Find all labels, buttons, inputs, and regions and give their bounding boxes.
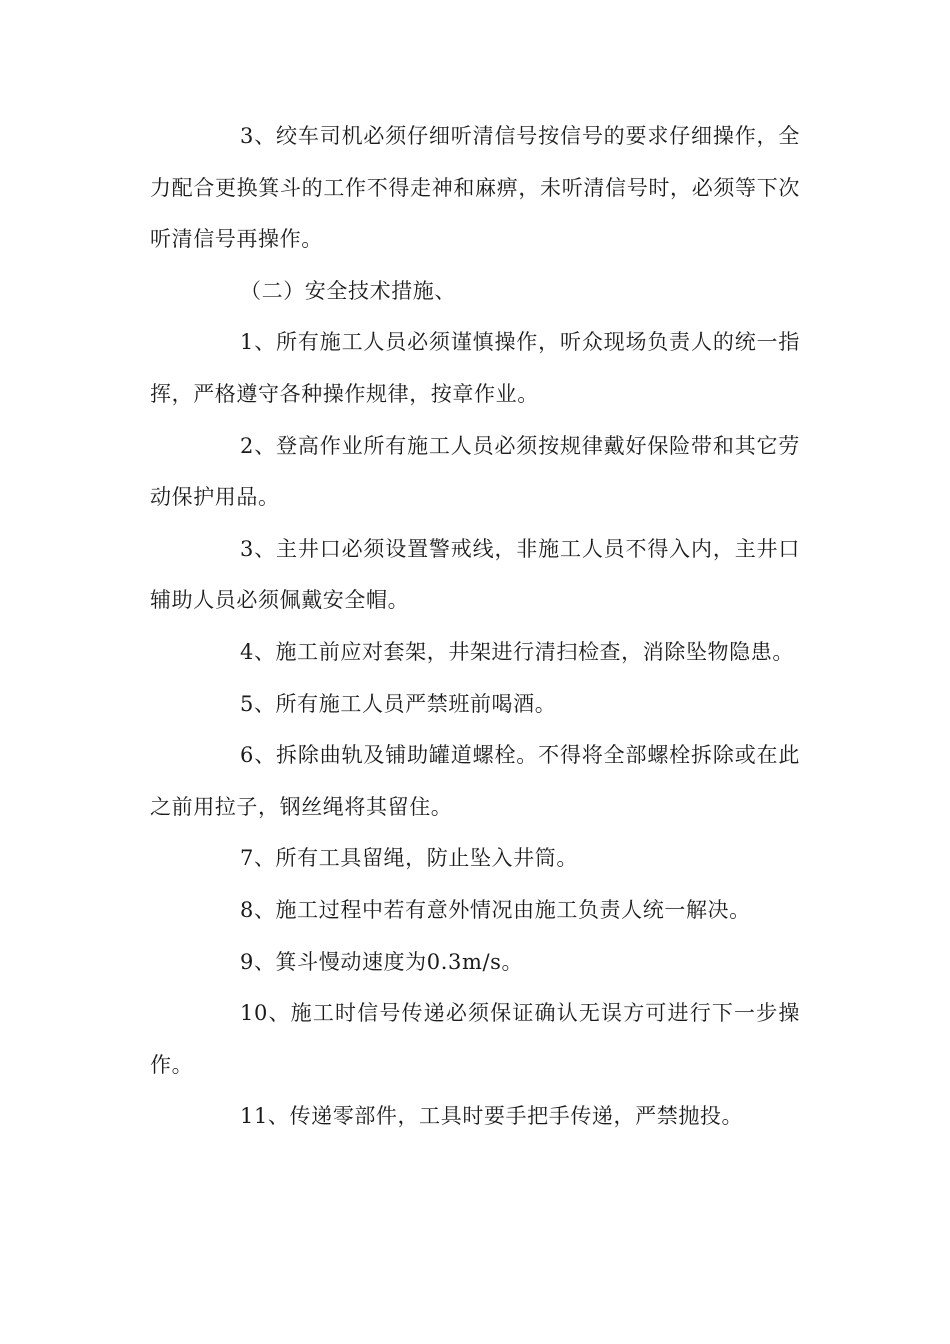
paragraph-item-11: 11、传递零部件，工具时要手把手传递，严禁抛投。 <box>240 1104 744 1129</box>
paragraph-item-7: 7、所有工具留绳，防止坠入井筒。 <box>240 846 578 871</box>
paragraph-item-1: 1、所有施工人员必须谨慎操作，听众现场负责人的统一指挥，严格遵守各种操作规律，按章作业。 <box>150 330 800 406</box>
paragraph-winch-operator: 3、绞车司机必须仔细听清信号按信号的要求仔细操作，全力配合更换箕斗的工作不得走神和麻痹，未听清信号时，必须等下次听清信号再操作。 <box>150 124 800 252</box>
paragraph-item-3: 3、主井口必须设置警戒线，非施工人员不得入内，主井口辅助人员必须佩戴安全帽。 <box>150 536 800 613</box>
paragraph-item-8: 8、施工过程中若有意外情况由施工负责人统一解决。 <box>240 897 751 922</box>
paragraph-item-10: 10、施工时信号传递必须保证确认无误方可进行下一步操作。 <box>150 1001 800 1077</box>
paragraph-item-2: 2、登高作业所有施工人员必须按规律戴好保险带和其它劳动保护用品。 <box>150 433 800 510</box>
paragraph-item-6: 6、拆除曲轨及铺助罐道螺栓。不得将全部螺栓拆除或在此之前用拉子，钢丝绳将其留住。 <box>150 743 800 819</box>
section-heading-safety-measures: （二）安全技术措施、 <box>240 278 456 303</box>
document-body <box>150 111 800 1143</box>
paragraph-item-9: 9、箕斗慢动速度为0.3m/s。 <box>240 949 524 974</box>
paragraph-item-5: 5、所有施工人员严禁班前喝酒。 <box>240 691 557 716</box>
paragraph-item-4: 4、施工前应对套架，井架进行清扫检查，消除坠物隐患。 <box>240 639 794 664</box>
